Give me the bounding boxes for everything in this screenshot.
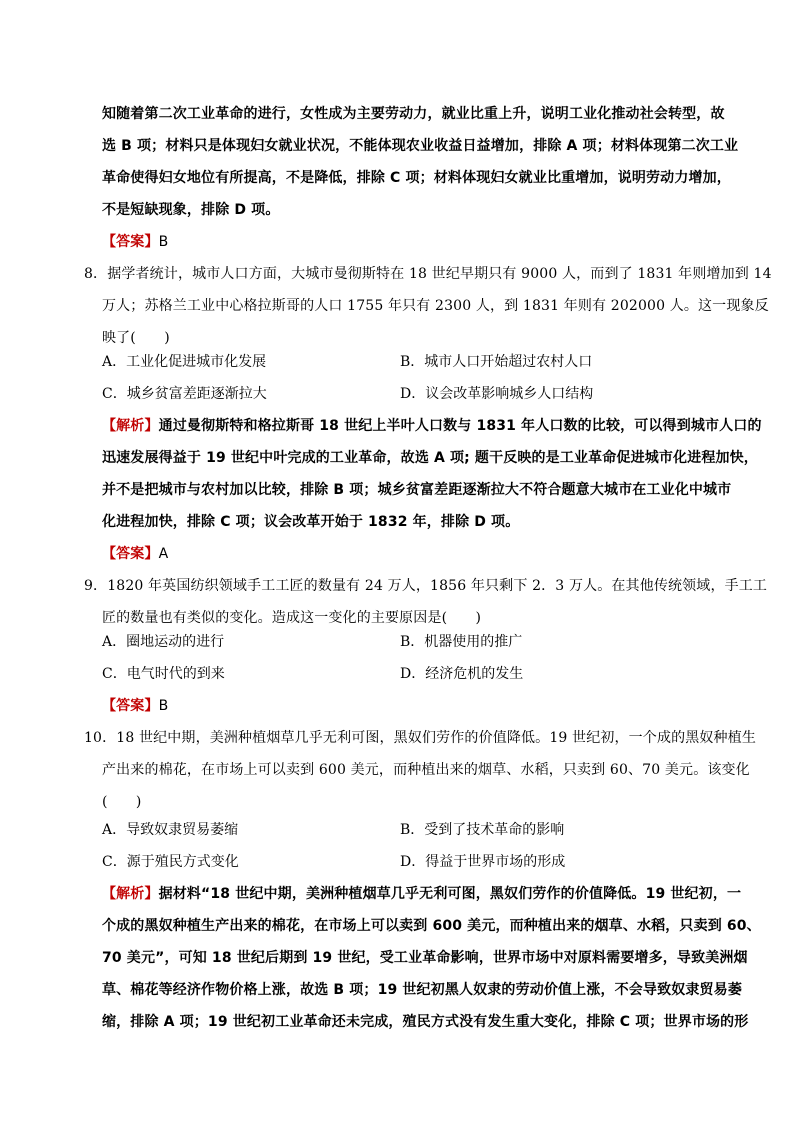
q9-answer [102,697,168,715]
q10-analysis-line-2: 个成的黑奴种植生产出来的棉花，在市场上可以卖到 600 美元，而种植出来的烟草、水稻，只卖到 60、 [102,918,761,934]
q9-option-d: D．经济危机的发生 [400,666,524,682]
answer-tag: 【答案】 [102,234,159,250]
answer-tag: 【答案】 [102,546,159,562]
q10-stem-line-1: 10．18 世纪中期，美洲种植烟草几乎无利可图，黑奴们劳作的价值降低。19 世纪初，一个成的黑奴种植生 [84,730,756,746]
q8-stem-line-2: 万人；苏格兰工业中心格拉斯哥的人口 1755 年只有 2300 人，到 1831 年则有 202000 人。这一现象反 [102,298,769,314]
q7-analysis-line-1: 知随着第二次工业革命的进行，女性成为主要劳动力，就业比重上升，说明工业化推动社会转型，故 [102,106,725,122]
q8-analysis-line-3: 并不是把城市与农村加以比较，排除 B 项；城乡贫富差距逐渐拉大不符合题意大城市在工业化中城市 [102,482,732,498]
q8-stem-line-1: 8．据学者统计，城市人口方面，大城市曼彻斯特在 18 世纪早期只有 9000 人，而到了 1831 年则增加到 14 [84,266,772,282]
q8-option-a: A．工业化促进城市化发展 [102,354,267,370]
answer-value: A [158,546,169,562]
q8-analysis-line-4: 化进程加快，排除 C 项；议会改革开始于 1832 年，排除 D 项。 [102,514,520,530]
q8-option-d: D．议会改革影响城乡人口结构 [400,386,594,402]
answer-value: B [158,234,169,250]
q10-option-c: C．源于殖民方式变化 [102,854,239,870]
q7-analysis-line-3: 革命使得妇女地位有所提高，不是降低，排除 C 项；材料体现妇女就业比重增加，说明劳动力增加， [102,170,731,186]
q10-option-a: A．导致奴隶贸易萎缩 [102,822,239,838]
q8-stem-line-3: 映了( ) [102,330,170,346]
analysis-tag: 【解析】 [102,886,159,902]
answer-value: B [158,698,169,714]
q8-answer [102,545,168,563]
q7-analysis-line-2: 选 B 项；材料只是体现妇女就业状况，不能体现农业收益日益增加，排除 A 项；材料体现第二次工业 [102,138,739,154]
q8-option-b: B．城市人口开始超过农村人口 [400,354,593,370]
q10-analysis-line-1: 【解析】据材料“18 世纪中期，美洲种植烟草几乎无利可图，黑奴们劳作的价值降低。19 世纪初，一 [102,886,742,902]
q9-stem-line-2: 匠的数量也有类似的变化。造成这一变化的主要原因是( ) [102,610,482,626]
q8-option-c: C．城乡贫富差距逐渐拉大 [102,386,267,402]
q9-option-b: B．机器使用的推广 [400,634,523,650]
q10-stem-line-3: ( ) [102,794,142,810]
q8-analysis-line-1: 【解析】通过曼彻斯特和格拉斯哥 18 世纪上半叶人口数与 1831 年人口数的比较，可以得到城市人口的 [102,418,762,434]
q10-analysis-line-3: 70 美元”，可知 18 世纪后期到 19 世纪，受工业革命影响，世界市场中对原料需要增多，导致美洲烟 [102,950,748,966]
q8-analysis-line-2: 迅速发展得益于 19 世纪中叶完成的工业革命，故选 A 项; 题干反映的是工业革命促进城市化进程加快， [102,450,758,466]
answer-tag: 【答案】 [102,698,159,714]
q9-stem-line-1: 9．1820 年英国纺织领域手工工匠的数量有 24 万人，1856 年只剩下 2．3 万人。在其他传统领域，手工工 [84,578,768,594]
q7-analysis-line-4: 不是短缺现象，排除 D 项。 [102,202,280,218]
q9-option-c: C．电气时代的到来 [102,666,225,682]
analysis-tag: 【解析】 [102,418,159,434]
q9-option-a: A．圈地运动的进行 [102,634,225,650]
q10-option-d: D．得益于世界市场的形成 [400,854,566,870]
q10-analysis-line-4: 草、棉花等经济作物价格上涨，故选 B 项；19 世纪初黑人奴隶的劳动价值上涨，不会导致奴隶贸易萎 [102,982,742,998]
q7-answer [102,233,168,251]
q10-option-b: B．受到了技术革命的影响 [400,822,565,838]
q10-analysis-line-5: 缩，排除 A 项；19 世纪初工业革命还未完成，殖民方式没有发生重大变化，排除 C 项；世界市场的形 [102,1014,749,1030]
q10-stem-line-2: 产出来的棉花，在市场上可以卖到 600 美元，而种植出来的烟草、水稻，只卖到 60、70 美元。该变化 [102,762,750,778]
